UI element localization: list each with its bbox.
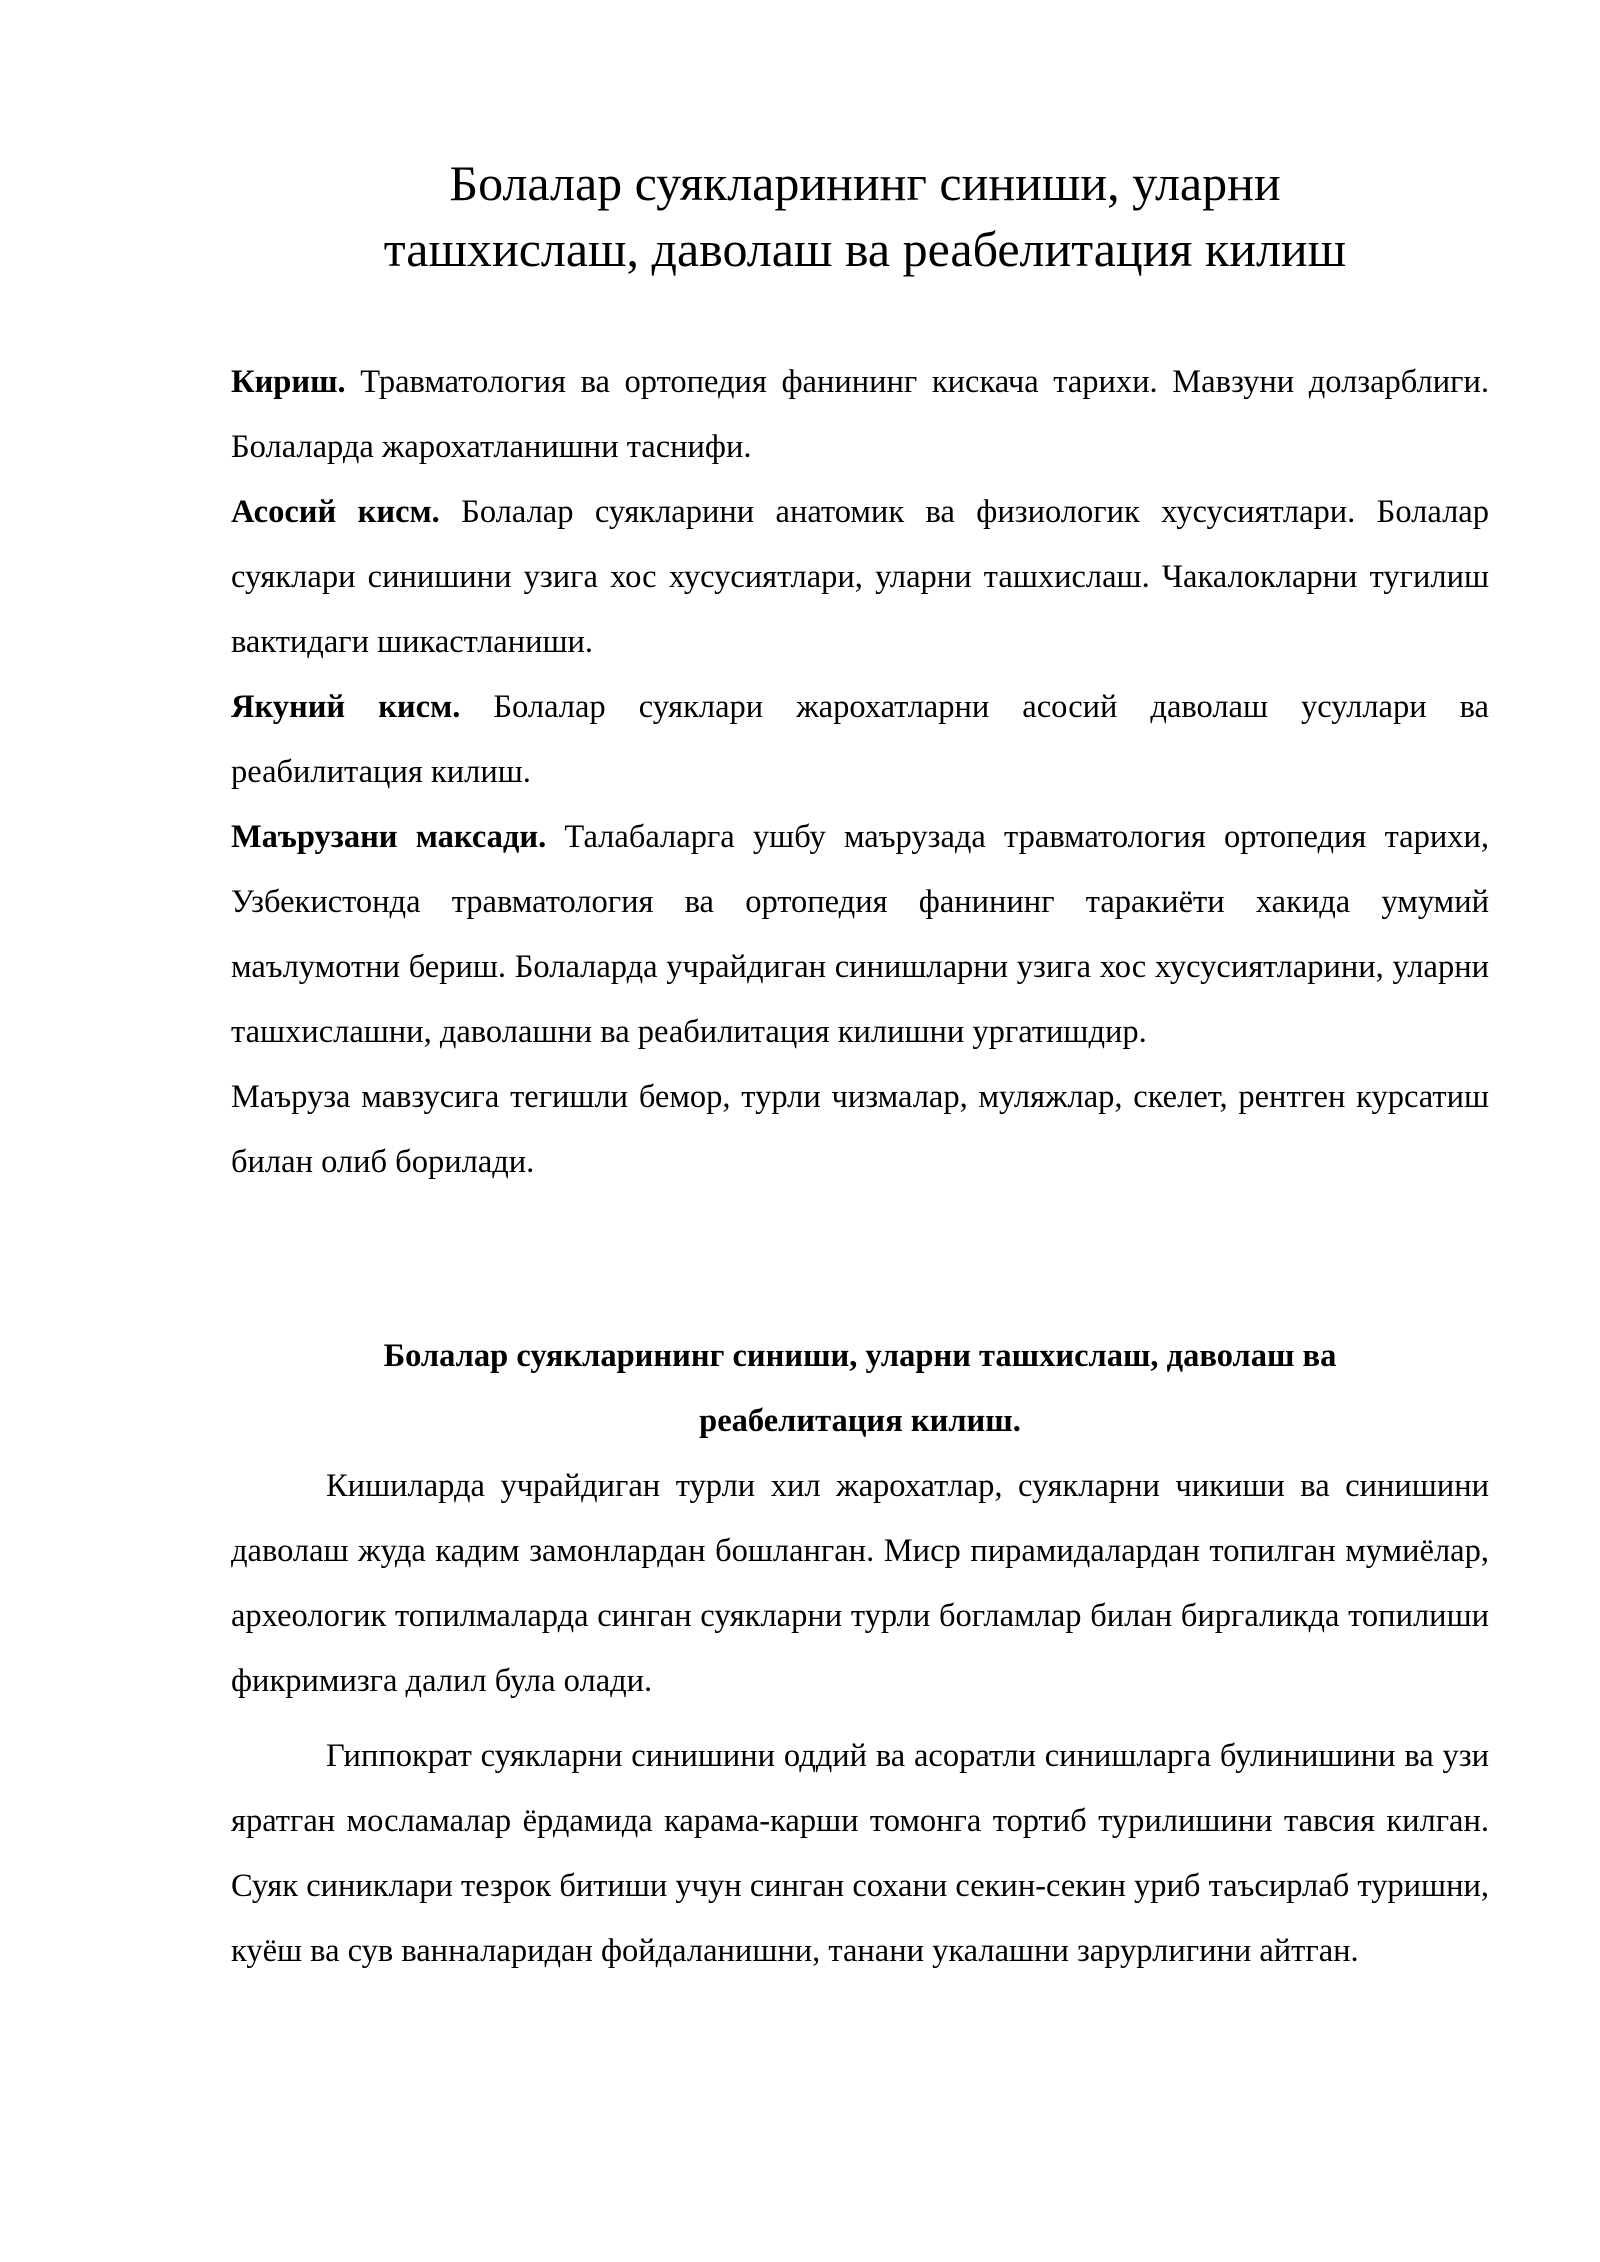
lecture-goal-paragraph	[231, 805, 1489, 1065]
lecture-outline	[231, 350, 1489, 1195]
section-heading-line-1: Болалар суякларининг синиши, уларни ташхислаш, даволаш ва	[383, 1338, 1337, 1374]
section-heading	[231, 1324, 1489, 1454]
final-part-paragraph	[231, 675, 1489, 805]
final-part-text: Болалар суяклари жарохатларни асосий даволаш усуллари ва реабилитация килиш.	[231, 689, 1489, 790]
section-body	[231, 1454, 1489, 1984]
section-paragraph: Кишиларда учрайдиган турли хил жарохатлар, суякларни чикиши ва синишини даволаш жуда кадим замонлардан бошланган. Миср пирамидалардан топилган мумиёлар, археологик топилмаларда синган суякларни турли богламлар билан биргаликда топилиши фикримизга далил була олади.	[231, 1468, 1489, 1699]
document-title-line-2: ташхислаш, даволаш ва реабелитация килиш	[383, 221, 1347, 277]
intro-paragraph	[231, 350, 1489, 480]
lecture-note-paragraph: Маъруза мавзусига тегишли бемор, турли чизмалар, муляжлар, скелет, рентген курсатиш билан олиб борилади.	[231, 1079, 1489, 1180]
main-part-text: Болалар суякларини анатомик ва физиологик хусусиятлари. Болалар суяклари синишини узига хос хусусиятлари, уларни ташхислаш. Чакалокларни тугилиш вактидаги шикастланиши.	[231, 494, 1489, 660]
section-paragraph: Гиппократ суякларни синишини оддий ва асоратли синишларга булинишини ва узи яратган мосламалар ёрдамида карама-карши томонга тортиб турилишини тавсия килган. Суяк синиклари тезрок битиши учун синган сохани секин-секин уриб таъсирлаб туришни, куёш ва сув ванналаридан фойдаланишни, танани укалашни зарурлигини айтган.	[231, 1738, 1489, 1969]
document-title-line-1: Болалар суякларининг синиши, уларни	[449, 155, 1281, 211]
main-part-paragraph	[231, 480, 1489, 675]
lecture-goal-label: Маърузани максади.	[231, 819, 547, 855]
lecture-goal-text: Талабаларга ушбу маърузада травматология ортопедия тарихи, Узбекистонда травматология ва ортопедия фанининг таракиёти хакида умумий маълумотни бериш. Болаларда учрайдиган синишларни узига хос хусусиятларини, уларни ташхислашни, даволашни ва реабилитация килишни ургатишдир.	[231, 819, 1489, 1050]
intro-label: Кириш.	[231, 364, 346, 400]
document-title	[200, 150, 1530, 282]
final-part-label: Якуний кисм.	[231, 689, 461, 725]
section-heading-line-2: реабелитация килиш.	[699, 1403, 1021, 1439]
main-part-label: Асосий кисм.	[231, 494, 440, 530]
intro-text: Травматология ва ортопедия фанининг кискача тарихи. Мавзуни долзарблиги. Болаларда жарохатланишни таснифи.	[231, 364, 1489, 465]
